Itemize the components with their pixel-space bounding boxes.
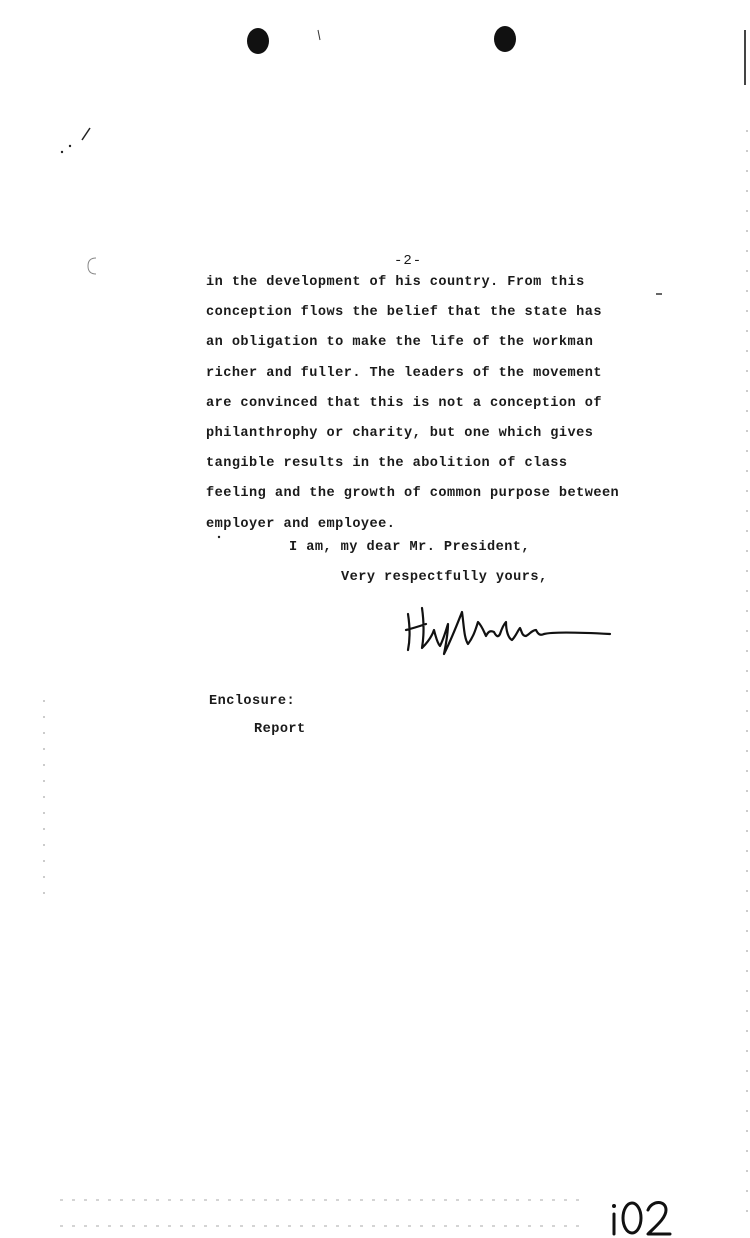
body-line: philanthrophy or charity, but one which gives xyxy=(206,426,594,442)
letter-body xyxy=(206,268,646,540)
body-line: in the development of his country. From this xyxy=(206,275,585,290)
body-line: feeling and the growth of common purpose between xyxy=(206,486,620,502)
body-line: an obligation to make the life of the workman xyxy=(206,335,594,351)
body-line: are convinced that this is not a conception of xyxy=(206,395,602,411)
body-line: employer and employee. xyxy=(206,516,396,532)
salutation: I am, my dear Mr. President, xyxy=(289,540,531,555)
page-number: -2- xyxy=(394,253,423,269)
punch-hole-right xyxy=(494,26,516,52)
valediction: Very respectfully yours, xyxy=(341,570,548,585)
enclosure-item: Report xyxy=(254,722,306,737)
handwritten-signature xyxy=(402,602,614,662)
body-line: tangible results in the abolition of class xyxy=(206,456,568,472)
handwritten-archive-number xyxy=(608,1196,672,1238)
body-line: richer and fuller. The leaders of the movement xyxy=(206,365,602,381)
enclosure-label: Enclosure: xyxy=(209,694,296,709)
body-line: conception flows the belief that the state has xyxy=(206,305,602,321)
punch-hole-left xyxy=(247,28,269,54)
